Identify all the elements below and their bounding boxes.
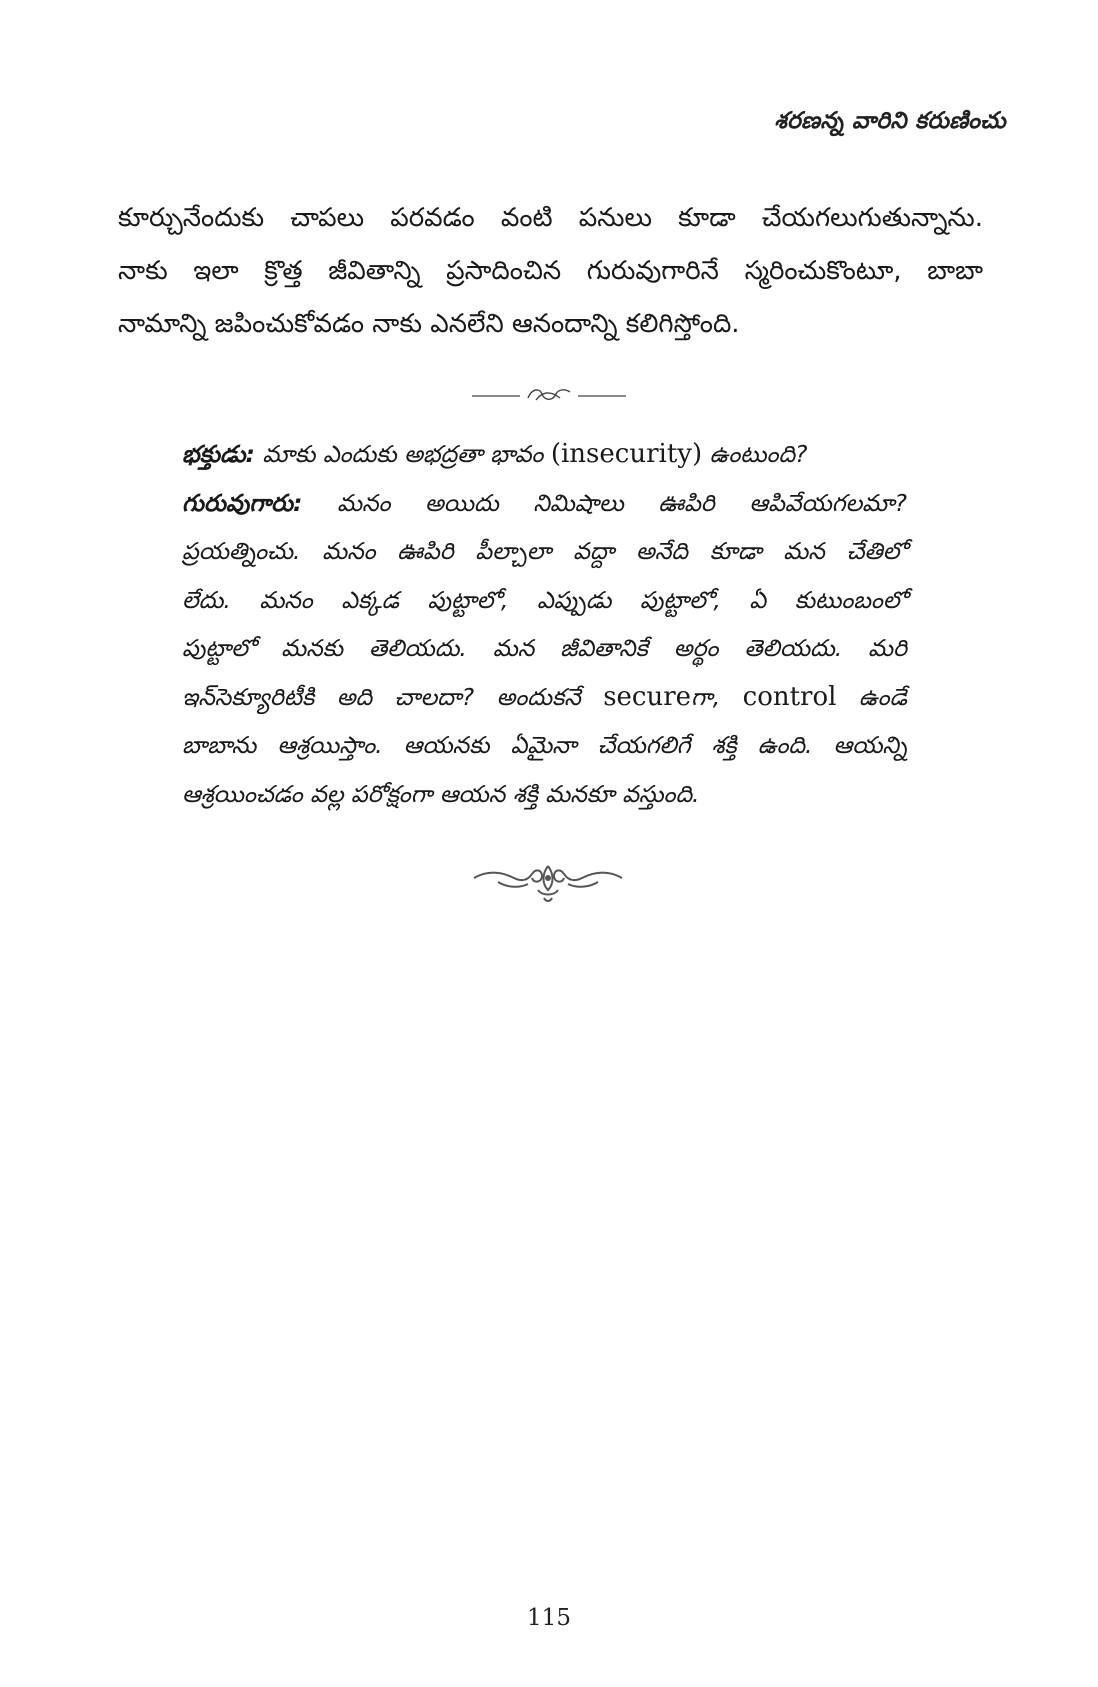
guru-answer-line-7: ఆశ్రయించడం వల్ల పరోక్షంగా ఆయన శక్తి మనకూ వస్తుంది. — [182, 779, 700, 808]
guru-answer-line-1 — [182, 479, 907, 528]
guru-answer-line-5-text-2: గా, — [691, 682, 721, 711]
intro-paragraph — [118, 192, 983, 351]
running-header-title: శరణన్న వారిని కరుణించు — [774, 108, 1006, 134]
devotee-label: భక్తుడు: — [182, 440, 255, 468]
devotee-question-text-1: మాకు ఎందుకు అభద్రతా భావం — [262, 440, 544, 468]
guru-answer-line-3: లేదు. మనం ఎక్కడ పుట్టాలో, ఎప్పుడు పుట్టాలో, ఏ కుటుంబంలో — [182, 585, 907, 614]
devotee-question — [182, 430, 907, 479]
guru-answer-line-5-text-3: ఉండే — [858, 682, 907, 711]
guru-answer-line-4: పుట్టాలో మనకు తెలియదు. మన జీవితానికే అర్థం తెలియదు. మరి — [182, 634, 907, 662]
page-number: 115 — [527, 1605, 571, 1631]
section-separator-icon — [470, 380, 630, 410]
guru-label: గురువుగారు: — [182, 488, 303, 517]
guru-answer-english-control: control — [742, 681, 837, 712]
decorative-flourish-icon — [468, 860, 628, 906]
intro-line-1: కూర్చునేందుకు చాపలు పరవడం వంటి పనులు కూడా చేయగలుగుతున్నాను. — [118, 203, 983, 233]
qa-section — [182, 430, 907, 818]
guru-answer-line-2: ప్రయత్నించు. మనం ఊపిరి పీల్చాలా వద్దా అనేది కూడా మన చేతిలో — [182, 537, 907, 565]
guru-answer-line-6: బాబాను ఆశ్రయిస్తాం. ఆయనకు ఏమైనా చేయగలిగే శక్తి ఉంది. ఆయన్ని — [182, 731, 907, 759]
guru-answer-line-5-text-1: ఇన్‌సెక్యూరిటీకి అది చాలదా? అందుకనే — [182, 682, 581, 711]
guru-answer-english-secure: secure — [603, 681, 692, 712]
intro-line-3: నామాన్ని జపించుకోవడం నాకు ఎనలేని ఆనందాన్ని కలిగిస్తోంది. — [118, 309, 740, 339]
guru-answer-text-1: మనం అయిదు నిమిషాలు ఊపిరి ఆపివేయగలమా? — [337, 488, 907, 517]
devotee-question-text-2: ఉంటుంది? — [709, 440, 808, 468]
devotee-question-english: (insecurity) — [550, 439, 703, 469]
intro-line-2: నాకు ఇలా క్రొత్త జీవితాన్ని ప్రసాదించిన గురువుగారినే స్మరించుకొంటూ, బాబా — [118, 256, 983, 286]
guru-answer-line-5 — [182, 673, 907, 722]
